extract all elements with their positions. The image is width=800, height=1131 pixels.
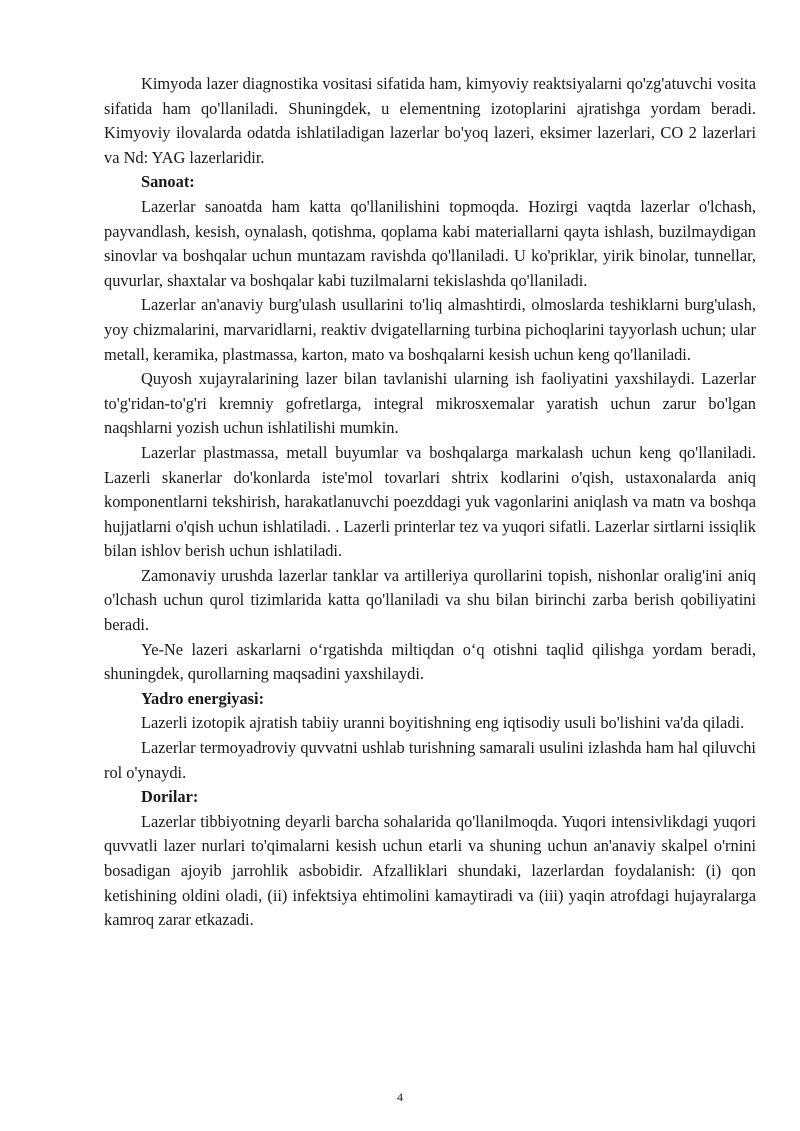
heading-industry: Sanoat: xyxy=(141,172,195,192)
heading-nuclear-energy: Yadro energiyasi: xyxy=(141,688,265,708)
paragraph-solar-cells: Quyosh xujayralarining lazer bilan tavlanishi ularning ish faoliyatini yaxshilaydi. Lazerlar to'g'ridan-to'g'ri kremniy gofretlarga, integral mikrosxemalar yaratish uchun zarur bo'lgan naqshlarni yozish uchun ishlatilishi mumkin. xyxy=(104,369,756,438)
paragraph-medicine: Lazerlar tibbiyotning deyarli barcha sohalarida qo'llanilmoqda. Yuqori intensivlikdagi yuqori quvvatli lazer nurlari to'qimalarni kesish uchun etarli va shuning uchun an'anaviy skalpel o'rnini bosadigan ajoyib jarrohlik asbobidir. Afzalliklari shundaki, lazerlardan foydalanish: (i) qon ketishining oldini oladi, (ii) infektsiya ehtimolini kamaytiradi va (iii) yaqin atrofdagi hujayralarga kamroq zarar etkazadi. xyxy=(104,811,756,930)
paragraph-chemistry: Kimyoda lazer diagnostika vositasi sifatida ham, kimyoviy reaktsiyalarni qo'zg'atuvchi vosita sifatida ham qo'llaniladi. Shuningdek, u elementning izotoplarini ajratishga yordam beradi. Kimyoviy ilovalarda odatda ishlatiladigan lazerlar bo'yoq lazeri, eksimer lazerlari, CO 2 lazerlari va Nd: YAG lazerlaridir. xyxy=(104,74,756,167)
paragraph-drilling: Lazerlar an'anaviy burg'ulash usullarini to'liq almashtirdi, olmoslarda teshiklarni burg'ulash, yoy chizmalarini, marvaridlarni, reaktiv dvigatellarning turbina pichoqlarini tayyorlash uchun; ular metall, keramika, plastmassa, karton, mato va boshqalarni kesish uchun keng qo'llaniladi. xyxy=(104,295,756,364)
paragraph-fusion: Lazerlar termoyadroviy quvvatni ushlab turishning samarali usulini izlashda ham hal qiluvchi rol o'ynaydi. xyxy=(104,738,756,782)
paragraph-warfare: Zamonaviy urushda lazerlar tanklar va artilleriya qurollarini topish, nishonlar oralig'ini aniq o'lchash uchun qurol tizimlarida katta qo'llaniladi va shu bilan birinchi zarba berish qobiliyatini beradi. xyxy=(104,565,756,635)
paragraph-marking: Lazerlar plastmassa, metall buyumlar va boshqalarga markalash uchun keng qo'llaniladi. Lazerli skanerlar do'konlarda iste'mol tovarlari shtrix kodlarini o'qish, ustaxonalarda aniq komponentlarni tekshirish, harakatlanuvchi poezddagi yuk vagonlarini aniqlash va matn va boshqa hujjatlarni o'qish uchun ishlatiladi. . Lazerli printerlar tez va yuqori sifatli. Lazerlar sirtlarni issiqlik bilan ishlov berish uchun ishlatiladi. xyxy=(104,442,756,561)
page-number: 4 xyxy=(397,1090,403,1104)
paragraph-industry-usage: Lazerlar sanoatda ham katta qo'llanilishini topmoqda. Hozirgi vaqtda lazerlar o'lchash, payvandlash, kesish, oynalash, qotishma, qoplama kabi materiallarni qayta ishlash, buzilmaydigan sinovlar va boshqalar uchun muntazam ravishda qo'llaniladi. U ko'priklar, yirik binolar, tunnellar, quvurlar, shaxtalar va boshqalar kabi tuzilmalarni tekislashda qo'llaniladi. xyxy=(104,196,756,290)
paragraph-isotope-separation: Lazerli izotopik ajratish tabiiy uranni boyitishning eng iqtisodiy usuli bo'lishini va'da qiladi. xyxy=(141,713,745,733)
document-body xyxy=(104,72,756,933)
heading-medicine: Dorilar: xyxy=(141,787,199,807)
paragraph-he-ne-laser: Ye-Ne lazeri askarlarni o‘rgatishda miltiqdan o‘q otishni taqlid qilishga yordam beradi, shuningdek, qurollarning maqsadini yaxshilaydi. xyxy=(104,639,756,684)
